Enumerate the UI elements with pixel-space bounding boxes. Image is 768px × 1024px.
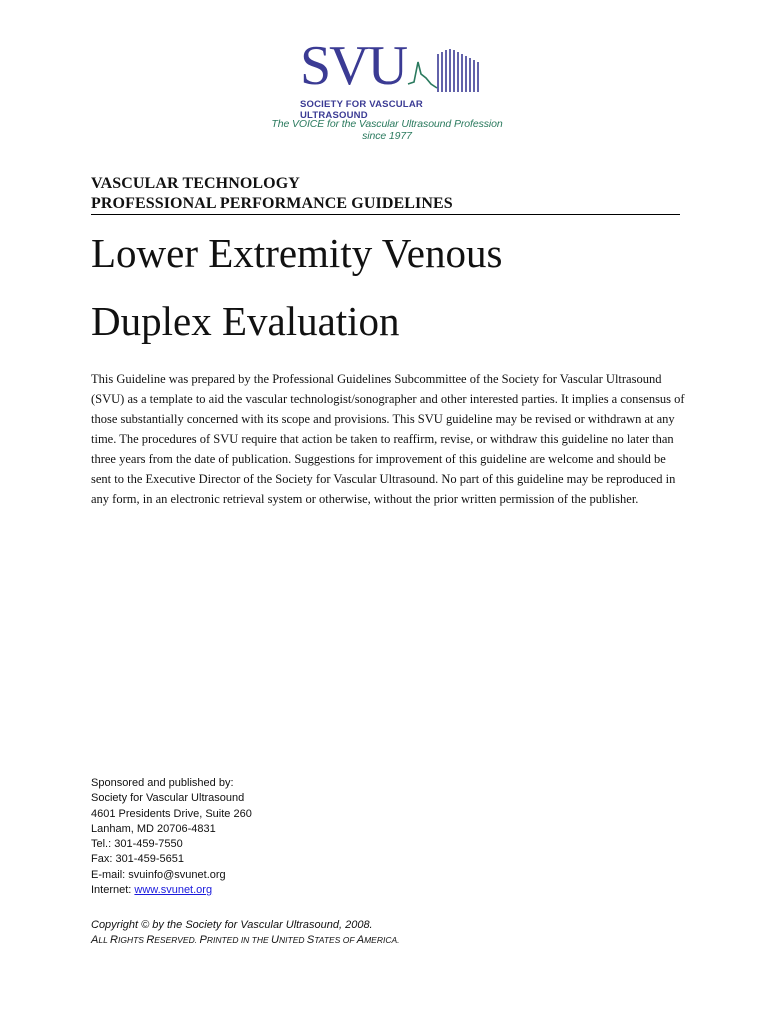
fax: Fax: 301-459-5651	[91, 853, 184, 866]
website-link[interactable]: www.svunet.org	[134, 884, 213, 897]
publisher-contact	[91, 776, 252, 898]
intro-paragraph: This Guideline was prepared by the Professional Guidelines Subcommittee of the Society for Vascular Ultrasound (SVU) as a template to aid the vascular technologist/sonographer and other interested parties. It implies a consensus of those substantially concerned with its scope and provisions. This SVU guideline may be revised or withdrawn at any time. The procedures of SVU require that action be taken to reaffirm, revise, or withdraw this guideline no later than three years from the date of publication. Suggestions for improvement of this guideline are welcome and should be sent to the Executive Director of the Society for Vascular Ultrasound. No part of this guideline may be reproduced in any form, in an electronic retrieval system or otherwise, without the prior written permission of the publisher.	[91, 372, 685, 506]
svu-logo	[262, 35, 512, 142]
category-line-1: VASCULAR TECHNOLOGY	[91, 175, 300, 192]
logo-tagline: The VOICE for the Vascular Ultrasound Profession since 1977	[271, 118, 503, 142]
email: E-mail: svuinfo@svunet.org	[91, 868, 226, 881]
logo-society-name: SOCIETY FOR VASCULAR ULTRASOUND	[300, 99, 423, 121]
telephone: Tel.: 301-459-7550	[91, 838, 183, 851]
logo-letters: SVU	[300, 35, 407, 97]
title-line-1: Lower Extremity Venous	[91, 230, 503, 276]
sponsored-label: Sponsored and published by:	[91, 777, 234, 789]
address-line-1: 4601 Presidents Drive, Suite 260	[91, 807, 252, 820]
internet-label: Internet:	[91, 884, 135, 897]
org-name: Society for Vascular Ultrasound	[91, 792, 245, 805]
copyright-line-1: Copyright © by the Society for Vascular Ultrasound, 2008.	[91, 919, 373, 931]
category-line-2: PROFESSIONAL PERFORMANCE GUIDELINES	[91, 195, 453, 212]
address-line-2: Lanham, MD 20706-4831	[91, 822, 216, 835]
page-title	[91, 219, 502, 355]
document-category	[91, 174, 681, 214]
title-line-2: Duplex Evaluation	[91, 298, 400, 344]
copyright-line-2: ALL RIGHTS RESERVED. PRINTED IN THE UNITED STATES OF AMERICA.	[91, 934, 400, 946]
copyright-notice	[91, 918, 400, 948]
internet	[91, 883, 252, 898]
header-divider	[91, 214, 680, 215]
